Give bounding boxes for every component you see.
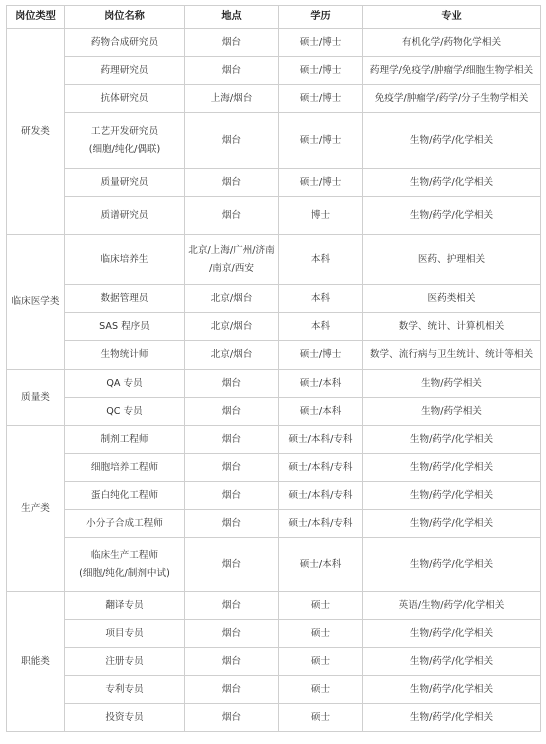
position-cell: 项目专员 xyxy=(65,620,185,648)
category-cell: 生产类 xyxy=(7,426,65,592)
education-cell: 本科 xyxy=(279,313,363,341)
major-cell: 生物/药学相关 xyxy=(363,398,541,426)
position-cell: 临床生产工程师 (细胞/纯化/制剂中试) xyxy=(65,538,185,592)
header-major: 专业 xyxy=(363,6,541,29)
location-cell: 烟台 xyxy=(185,57,279,85)
location-cell: 烟台 xyxy=(185,197,279,235)
table-row xyxy=(7,510,541,538)
position-cell: 蛋白纯化工程师 xyxy=(65,482,185,510)
table-row xyxy=(7,370,541,398)
position-cell: QC 专员 xyxy=(65,398,185,426)
major-cell: 数学、统计、计算机相关 xyxy=(363,313,541,341)
location-cell: 北京/烟台 xyxy=(185,313,279,341)
location-cell: 烟台 xyxy=(185,454,279,482)
location-cell: 烟台 xyxy=(185,676,279,704)
education-cell: 硕士/博士 xyxy=(279,169,363,197)
position-cell: 细胞培养工程师 xyxy=(65,454,185,482)
category-cell: 职能类 xyxy=(7,592,65,732)
table-row xyxy=(7,57,541,85)
position-cell: 小分子合成工程师 xyxy=(65,510,185,538)
position-cell: 注册专员 xyxy=(65,648,185,676)
major-cell: 数学、流行病与卫生统计、统计等相关 xyxy=(363,341,541,370)
major-cell: 生物/药学/化学相关 xyxy=(363,197,541,235)
location-cell: 烟台 xyxy=(185,510,279,538)
education-cell: 硕士/本科/专科 xyxy=(279,454,363,482)
position-cell: 生物统计师 xyxy=(65,341,185,370)
header-category: 岗位类型 xyxy=(7,6,65,29)
education-cell: 硕士 xyxy=(279,648,363,676)
education-cell: 硕士 xyxy=(279,592,363,620)
recruitment-table xyxy=(6,5,541,732)
position-cell: 药物合成研究员 xyxy=(65,29,185,57)
header-education: 学历 xyxy=(279,6,363,29)
table-row xyxy=(7,29,541,57)
table-row xyxy=(7,169,541,197)
position-cell: 数据管理员 xyxy=(65,285,185,313)
education-cell: 硕士/本科/专科 xyxy=(279,482,363,510)
education-cell: 硕士/博士 xyxy=(279,113,363,169)
major-cell: 生物/药学/化学相关 xyxy=(363,676,541,704)
location-cell: 烟台 xyxy=(185,426,279,454)
major-cell: 生物/药学/化学相关 xyxy=(363,538,541,592)
education-cell: 硕士/本科/专科 xyxy=(279,426,363,454)
major-cell: 生物/药学/化学相关 xyxy=(363,620,541,648)
major-cell: 有机化学/药物化学相关 xyxy=(363,29,541,57)
major-cell: 生物/药学/化学相关 xyxy=(363,482,541,510)
position-cell: QA 专员 xyxy=(65,370,185,398)
major-cell: 免疫学/肿瘤学/药学/分子生物学相关 xyxy=(363,85,541,113)
major-cell: 生物/药学/化学相关 xyxy=(363,704,541,732)
location-cell: 烟台 xyxy=(185,370,279,398)
table-row xyxy=(7,454,541,482)
table-row xyxy=(7,85,541,113)
position-cell: 翻译专员 xyxy=(65,592,185,620)
major-cell: 生物/药学/化学相关 xyxy=(363,648,541,676)
location-cell: 烟台 xyxy=(185,113,279,169)
education-cell: 硕士/博士 xyxy=(279,57,363,85)
table-row xyxy=(7,313,541,341)
education-cell: 硕士/本科 xyxy=(279,398,363,426)
table-row xyxy=(7,538,541,592)
location-cell: 烟台 xyxy=(185,648,279,676)
header-position: 岗位名称 xyxy=(65,6,185,29)
location-cell: 上海/烟台 xyxy=(185,85,279,113)
position-cell: 制剂工程师 xyxy=(65,426,185,454)
education-cell: 硕士/博士 xyxy=(279,29,363,57)
major-cell: 生物/药学相关 xyxy=(363,370,541,398)
table-row xyxy=(7,676,541,704)
education-cell: 本科 xyxy=(279,235,363,285)
education-cell: 硕士 xyxy=(279,676,363,704)
table-row xyxy=(7,620,541,648)
education-cell: 博士 xyxy=(279,197,363,235)
category-cell: 临床医学类 xyxy=(7,235,65,370)
location-cell: 烟台 xyxy=(185,620,279,648)
education-cell: 本科 xyxy=(279,285,363,313)
table-row xyxy=(7,482,541,510)
recruitment-table-container xyxy=(6,5,541,732)
education-cell: 硕士/本科 xyxy=(279,538,363,592)
table-row xyxy=(7,235,541,285)
education-cell: 硕士 xyxy=(279,704,363,732)
major-cell: 药理学/免疫学/肿瘤学/细胞生物学相关 xyxy=(363,57,541,85)
location-cell: 烟台 xyxy=(185,29,279,57)
table-row xyxy=(7,648,541,676)
location-cell: 北京/烟台 xyxy=(185,341,279,370)
table-row xyxy=(7,704,541,732)
location-cell: 北京/上海/广州/济南 /南京/西安 xyxy=(185,235,279,285)
position-cell: 质谱研究员 xyxy=(65,197,185,235)
location-cell: 烟台 xyxy=(185,482,279,510)
position-cell: 投资专员 xyxy=(65,704,185,732)
education-cell: 硕士/博士 xyxy=(279,85,363,113)
education-cell: 硕士 xyxy=(279,620,363,648)
position-cell: SAS 程序员 xyxy=(65,313,185,341)
position-cell: 专利专员 xyxy=(65,676,185,704)
position-cell: 药理研究员 xyxy=(65,57,185,85)
table-row xyxy=(7,592,541,620)
major-cell: 医药、护理相关 xyxy=(363,235,541,285)
major-cell: 生物/药学/化学相关 xyxy=(363,454,541,482)
position-cell: 工艺开发研究员 (细胞/纯化/偶联) xyxy=(65,113,185,169)
position-cell: 质量研究员 xyxy=(65,169,185,197)
category-cell: 研发类 xyxy=(7,29,65,235)
location-cell: 烟台 xyxy=(185,169,279,197)
education-cell: 硕士/本科 xyxy=(279,370,363,398)
education-cell: 硕士/博士 xyxy=(279,341,363,370)
location-cell: 烟台 xyxy=(185,538,279,592)
table-row xyxy=(7,398,541,426)
category-cell: 质量类 xyxy=(7,370,65,426)
location-cell: 烟台 xyxy=(185,592,279,620)
major-cell: 生物/药学/化学相关 xyxy=(363,426,541,454)
table-body xyxy=(7,29,541,732)
major-cell: 生物/药学/化学相关 xyxy=(363,169,541,197)
table-row xyxy=(7,426,541,454)
major-cell: 英语/生物/药学/化学相关 xyxy=(363,592,541,620)
major-cell: 生物/药学/化学相关 xyxy=(363,113,541,169)
position-cell: 抗体研究员 xyxy=(65,85,185,113)
table-row xyxy=(7,197,541,235)
table-row xyxy=(7,285,541,313)
location-cell: 北京/烟台 xyxy=(185,285,279,313)
position-cell: 临床培养生 xyxy=(65,235,185,285)
location-cell: 烟台 xyxy=(185,704,279,732)
table-row xyxy=(7,113,541,169)
header-location: 地点 xyxy=(185,6,279,29)
header-row xyxy=(7,6,541,29)
table-row xyxy=(7,341,541,370)
education-cell: 硕士/本科/专科 xyxy=(279,510,363,538)
location-cell: 烟台 xyxy=(185,398,279,426)
major-cell: 医药类相关 xyxy=(363,285,541,313)
major-cell: 生物/药学/化学相关 xyxy=(363,510,541,538)
table-header xyxy=(7,6,541,29)
